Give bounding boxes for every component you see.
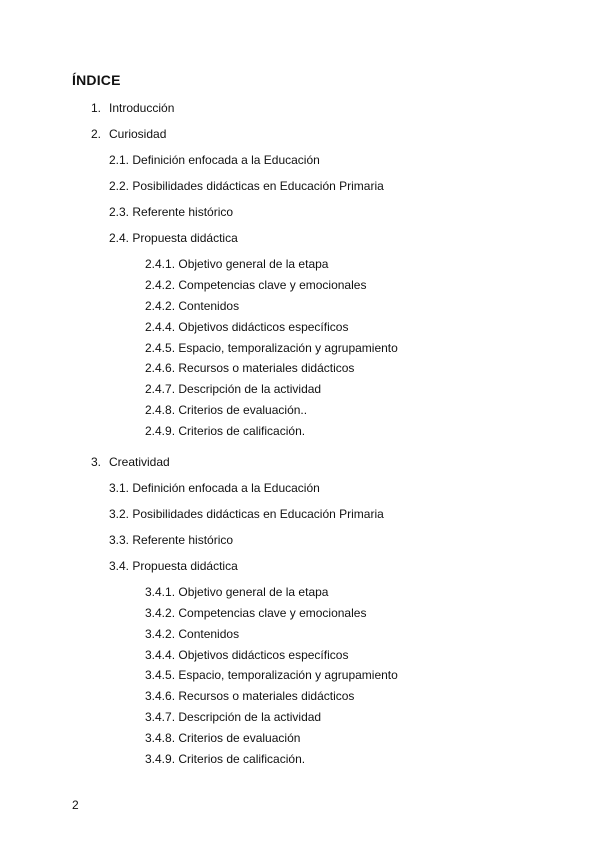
toc-entry-number: 3. <box>91 455 102 469</box>
toc-subentry: 2.2. Posibilidades didácticas en Educación Primaria <box>109 179 384 193</box>
toc-subsubentry: 2.4.6. Recursos o materiales didácticos <box>145 361 355 375</box>
toc-subentry: 2.4. Propuesta didáctica <box>109 231 238 245</box>
toc-subsubentry: 3.4.8. Criterios de evaluación <box>145 731 301 745</box>
toc-subsubentry: 3.4.7. Descripción de la actividad <box>145 710 322 724</box>
toc-subsubentry: 3.4.6. Recursos o materiales didácticos <box>145 689 355 703</box>
toc-entry-curiosidad <box>91 127 166 141</box>
toc-subentry: 3.3. Referente histórico <box>109 533 234 547</box>
toc-subsubentry: 2.4.7. Descripción de la actividad <box>145 382 322 396</box>
toc-subsubentry: 2.4.9. Criterios de calificación. <box>145 424 306 438</box>
toc-entry-label: Creatividad <box>109 455 170 469</box>
toc-entry-label: Curiosidad <box>109 127 167 141</box>
toc-subentry: 2.3. Referente histórico <box>109 205 234 219</box>
toc-subentry: 2.1. Definición enfocada a la Educación <box>109 153 320 167</box>
toc-subentry: 3.4. Propuesta didáctica <box>109 559 238 573</box>
toc-entry-number: 2. <box>91 127 102 141</box>
toc-subsubentry: 2.4.4. Objetivos didácticos específicos <box>145 320 349 334</box>
toc-subsubentry: 3.4.9. Criterios de calificación. <box>145 752 306 766</box>
toc-entry-number: 1. <box>91 101 102 115</box>
toc-subsubentry: 3.4.2. Contenidos <box>145 627 240 641</box>
toc-entry-label: Introducción <box>109 101 175 115</box>
toc-subsubentry: 3.4.4. Objetivos didácticos específicos <box>145 648 349 662</box>
toc-entry-introduccion <box>91 101 174 115</box>
toc-subsubentry: 2.4.2. Contenidos <box>145 299 240 313</box>
toc-subsubentry: 2.4.1. Objetivo general de la etapa <box>145 257 329 271</box>
toc-subsubentry: 3.4.1. Objetivo general de la etapa <box>145 585 329 599</box>
toc-subsubentry: 2.4.8. Criterios de evaluación.. <box>145 403 308 417</box>
toc-subsubentry: 3.4.2. Competencias clave y emocionales <box>145 606 367 620</box>
toc-subentry: 3.2. Posibilidades didácticas en Educación Primaria <box>109 507 384 521</box>
page-title: ÍNDICE <box>72 72 121 88</box>
toc-subsubentry: 3.4.5. Espacio, temporalización y agrupamiento <box>145 668 398 682</box>
toc-entry-creatividad <box>91 455 170 469</box>
page-number: 2 <box>72 798 79 812</box>
toc-subsubentry: 2.4.2. Competencias clave y emocionales <box>145 278 367 292</box>
toc-subsubentry: 2.4.5. Espacio, temporalización y agrupamiento <box>145 341 398 355</box>
toc-subentry: 3.1. Definición enfocada a la Educación <box>109 481 320 495</box>
